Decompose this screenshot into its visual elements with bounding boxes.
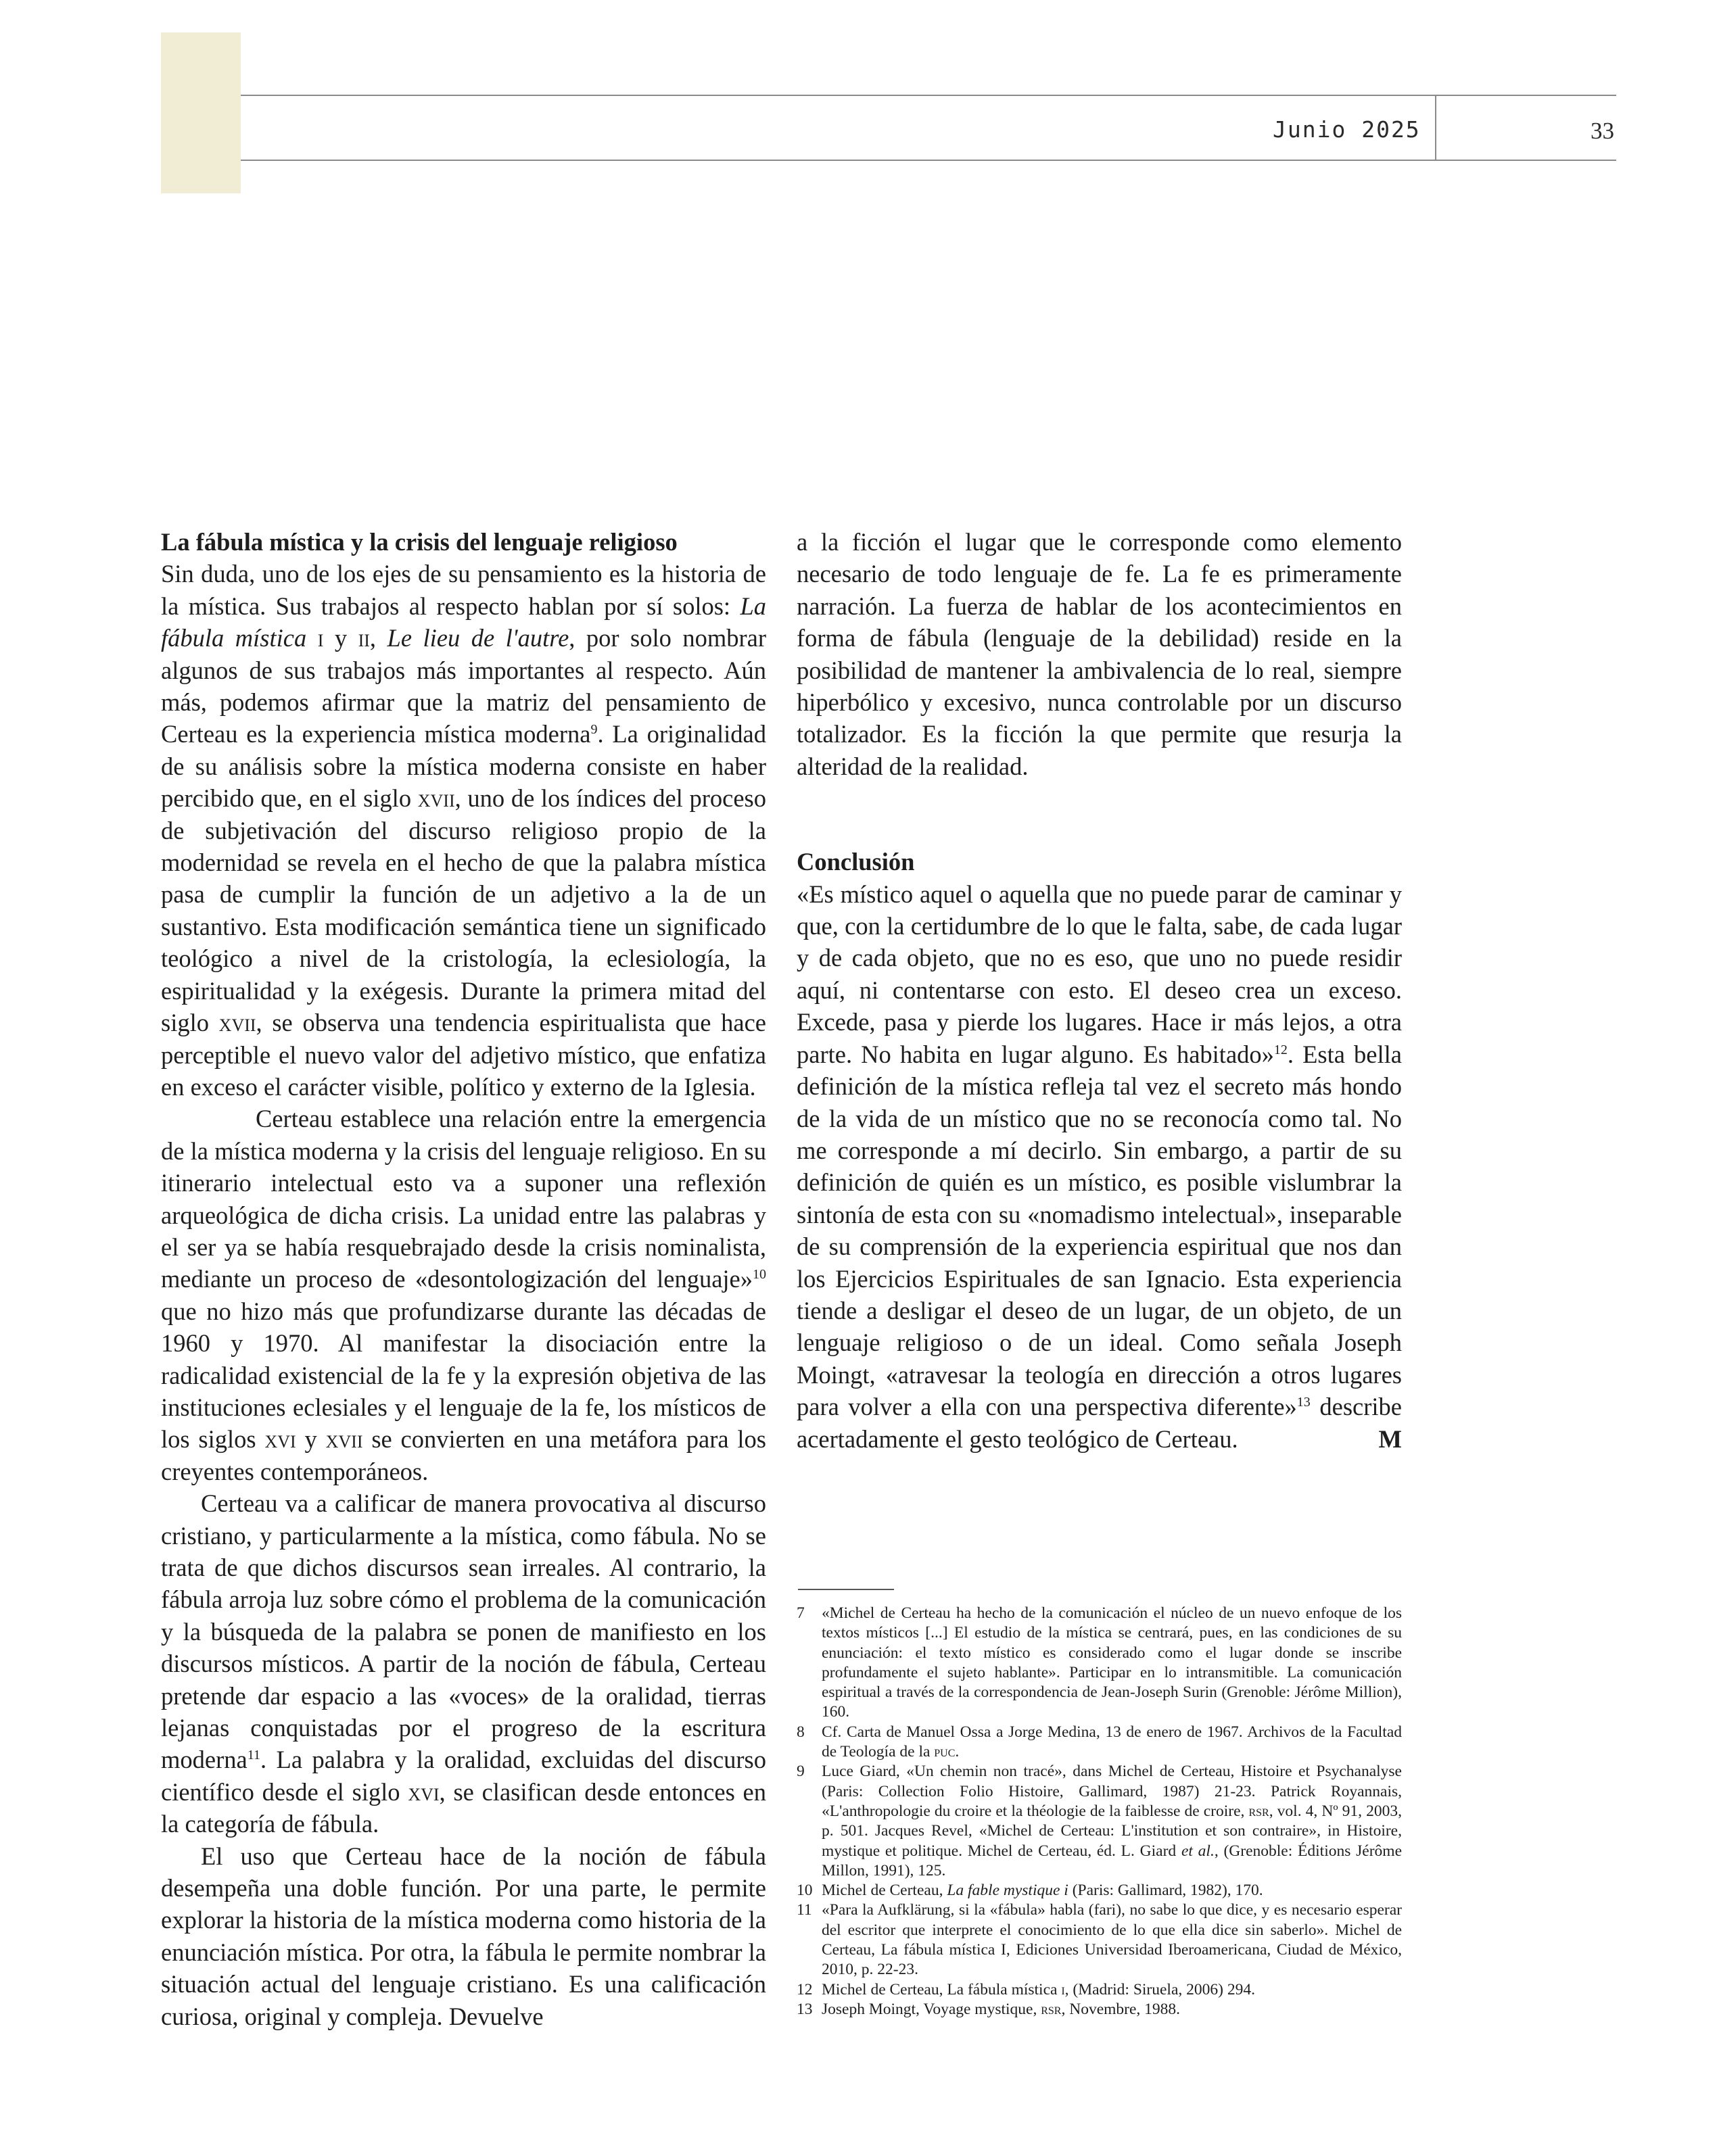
footnote-11: 11 «Para la Aufklärung, si la «fábula» habla (fari), no sabe lo que dice, y es necesario esperar del escritor que interprete el conocimiento de lo que ella dice sin saberlo». Michel de Certeau, La fábula mística I, Ediciones Universidad Iberoamericana, Ciudad de México, 2010, p. 22-23. xyxy=(797,1901,1402,1979)
footnote-ref-13[interactable]: 13 xyxy=(1296,1395,1311,1410)
header-rule-top xyxy=(241,95,1616,96)
paragraph-1: Sin duda, uno de los ejes de su pensamiento es la historia de la mística. Sus trabajos al respecto hablan por sí solos: La fábula mística i y ii, Le lieu de l'autre, por solo nombrar algunos de sus trabajos más importantes al respecto. Aún más, podemos afirmar que la matriz del pensamiento de Certeau es la experiencia mística moderna$^9$. La originalidad de su análisis sobre la mística moderna consiste en haber percibido que, en el siglo xvii, uno de los índices del proceso de subjetivación del discurso religioso propio de la modernidad se revela en el hecho de que la palabra mística pasa de cumplir la función de un adjetivo a la de un sustantivo. Esta modificación semántica tiene un significado teológico a nivel de la cristología, la eclesiología, la espiritualidad y la exégesis. Durante la primera mitad del siglo xvii, se observa una tendencia espiritualista que hace perceptible el nuevo valor del adjetivo místico, que enfatiza en exceso el carácter visible, político y externo de la Iglesia. xyxy=(161,560,767,1101)
header-date: Junio 2025 xyxy=(1273,116,1421,143)
paragraph-conclusion: «Es místico aquel o aquella que no puede parar de caminar y que, con la certidumbre de lo que le falta, sabe, de cada lugar y de cada objeto, que no es eso, que uno no puede residir aquí, ni contentarse con esto. El deseo crea un exceso. Excede, pasa y pierde los lugares. Hace ir más lejos, a otra parte. No habita en lugar alguno. Es habitado»$^{12}$. Esta bella definición de la mística refleja tal vez el secreto más hondo de la vida de un místico que no se reconocía como tal. No me corresponde a mí decirlo. Sin embargo, a partir de su definición de quién es un místico, es posible vislumbrar la sintonía de esta con su «nomadismo intelectual», inseparable de su comprensión de la experiencia espiritual que nos dan los Ejercicios Espirituales de san Ignacio. Esta experiencia tiende a desligar el deseo de un lugar, de un objeto, de un lenguaje religioso o de un ideal. Como señala Joseph Moingt, «atravesar la teología en dirección a otros lugares para volver a ella con una perspectiva diferente»$^{13}$ describe acertadamente el gesto teológico de Certeau. M xyxy=(797,878,1402,1455)
section-heading-conclusion: Conclusión xyxy=(797,848,915,876)
footnote-ref-9[interactable]: 9 xyxy=(590,722,598,738)
page-number: 33 xyxy=(1591,118,1614,144)
end-mark: M xyxy=(1378,1424,1402,1453)
section-heading-fabula: La fábula mística y la crisis del lenguaje religioso xyxy=(161,528,678,556)
book-title-lieu: Le lieu de l'autre xyxy=(387,624,569,652)
footnote-8: 8 Cf. Carta de Manuel Ossa a Jorge Medina, 13 de enero de 1967. Archivos de la Facultad de Teología de la puc. xyxy=(797,1723,1402,1761)
footnote-9: 9 Luce Giard, «Un chemin non tracé», dans Michel de Certeau, Histoire et Psychanalyse (Paris: Collection Folio Histoire, Gallimard, 1987) 21-23. Patrick Royannais, «L'anthropologie du croire et la théologie de la faiblesse de croire, rsr, vol. 4, Nº 91, 2003, p. 501. Jacques Revel, «Michel de Certeau: L'institution et son contraire», in Histoire, mystique et politique. Michel de Certeau, éd. L. Giard et al., (Grenoble: Éditions Jérôme Millon, 1991), 125. xyxy=(797,1763,1402,1879)
paragraph-4: El uso que Certeau hace de la noción de fábula desempeña una doble función. Por una parte, le permite explorar la historia de la mística moderna como historia de la enunciación mística. Por otra, la fábula le permite nombrar la situación actual del lenguaje cristiano. Es una calificación curiosa, original y compleja. Devuelve xyxy=(161,1842,766,2030)
footnote-7: 7 «Michel de Certeau ha hecho de la comunicación el núcleo de un nuevo enfoque de los textos místicos [...] El estudio de la mística se centrará, pues, en las condiciones de su enunciación: el texto místico es considerado como el lugar donde se inscribe profundamente el sujeto hablante». Participar en lo intransmitible. La comunicación espiritual a través de la correspondencia de Jean-Joseph Surin (Grenoble: Jérôme Million), 160. xyxy=(797,1604,1402,1721)
footnote-ref-12[interactable]: 12 xyxy=(1273,1042,1288,1057)
paragraph-3: Certeau va a calificar de manera provocativa al discurso cristiano, y particularmente a la mística, como fábula. No se trata de que dichos discursos sean irreales. Al contrario, la fábula arroja luz sobre cómo el problema de la comunicación y la búsqueda de la palabra se ponen de manifiesto en los discursos místicos. A partir de la noción de fábula, Certeau pretende dar espacio a las «voces» de la oralidad, tierras lejanas conquistadas por el progreso de la escritura moderna$^{11}$. La palabra y la oralidad, excluidas del discurso científico desde el siglo xvi, se clasifican desde entonces en la categoría de fábula. xyxy=(161,1489,766,1838)
paragraph-2: Certeau establece una relación entre la emergencia de la mística moderna y la crisis del lenguaje religioso. En su itinerario intelectual esto va a suponer una reflexión arqueológica de dicha crisis. La unidad entre las palabras y el ser ya se había resquebrajado desde la crisis nominalista, mediante un proceso de «desontologización del lenguaje»$^{10}$ que no hizo más que profundizarse durante las décadas de 1960 y 1970. Al manifestar la disociación entre la radicalidad existencial de la fe y la expresión objetiva de las instituciones eclesiales y el lenguaje de la fe, los místicos de los siglos xvi y xvii se convierten en una metáfora para los creyentes contemporáneos. xyxy=(161,1105,767,1485)
right-column xyxy=(797,526,1402,1455)
header-rule-divider xyxy=(1435,95,1436,160)
footnote-13: 13 Joseph Moingt, Voyage mystique, rsr, Novembre, 1988. xyxy=(797,2000,1181,2018)
book-title-fabula: La fábula mística xyxy=(161,592,766,652)
footnote-rule xyxy=(798,1589,894,1590)
footnote-12: 12 Michel de Certeau, La fábula mística i, (Madrid: Siruela, 2006) 294. xyxy=(797,1980,1255,1998)
footnote-ref-11[interactable]: 11 xyxy=(247,1748,260,1763)
footnote-ref-10[interactable]: 10 xyxy=(753,1267,766,1283)
footnotes xyxy=(797,1604,1402,2019)
header-rule-bottom xyxy=(241,160,1616,161)
paragraph-5: a la ficción el lugar que le corresponde como elemento necesario de todo lenguaje de fe. La fe es primeramente narración. La fuerza de hablar de los acontecimientos en forma de fábula (lenguaje de la debilidad) reside en la posibilidad de mantener la ambivalencia de lo real, siempre hiperbólico y excesivo, nunca controlable por un discurso totalizador. Es la ficción la que permite que resurja la alteridad de la realidad. xyxy=(797,528,1402,780)
footnote-10: 10 Michel de Certeau, La fable mystique i (Paris: Gallimard, 1982), 170. xyxy=(797,1882,1263,1900)
left-column xyxy=(161,526,766,2032)
corner-accent-block xyxy=(161,32,241,193)
